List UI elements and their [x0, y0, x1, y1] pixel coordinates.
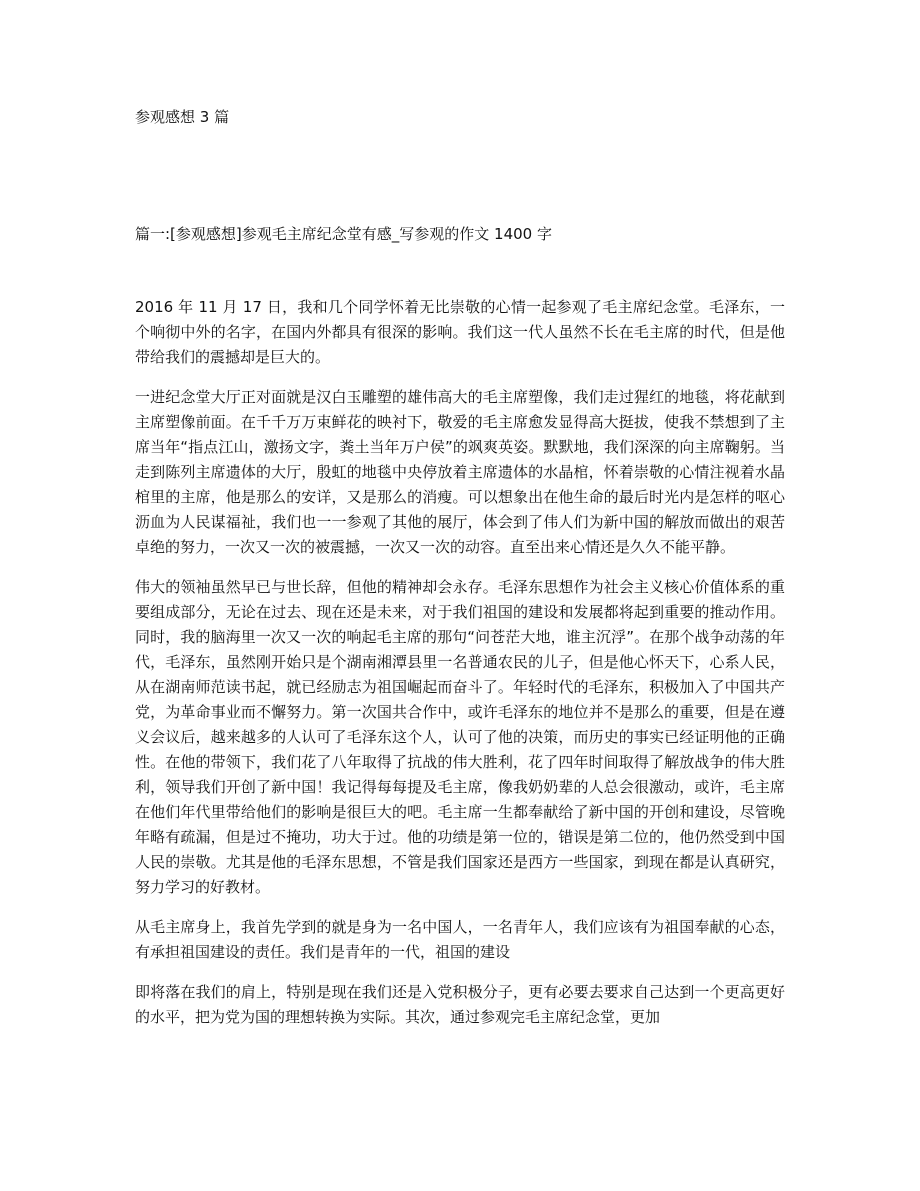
section-title: 篇一:[参观感想]参观毛主席纪念堂有感_写参观的作文 1400 字 — [135, 225, 552, 243]
paragraph-4: 从毛主席身上，我首先学到的就是身为一名中国人，一名青年人，我们应该有为祖国奉献的心态，有承担祖国建设的责任。我们是青年的一代，祖国的建设 — [135, 918, 785, 961]
paragraph-2: 一进纪念堂大厅正对面就是汉白玉雕塑的雄伟高大的毛主席塑像，我们走过猩红的地毯，将花献到主席塑像前面。在千千万万束鲜花的映衬下，敬爱的毛主席愈发显得高大挺拔，使我不禁想到了主席当年“指点江山，激扬文字，粪土当年万户侯”的飒爽英姿。默默地，我们深深的向主席鞠躬。当走到陈列主席遗体的大厅，殷虹的地毯中央停放着主席遗体的水晶棺，怀着崇敬的心情注视着水晶棺里的主席，他是那么的安详，又是那么的消瘦。可以想象出在他生命的最后时光内是怎样的呕心沥血为人民谋福祉，我们也一一参观了其他的展厅，体会到了伟人们为新中国的解放而做出的艰苦卓绝的努力，一次又一次的被震撼，一次又一次的动容。直至出来心情还是久久不能平静。 — [135, 388, 785, 556]
paragraph-3: 伟大的领袖虽然早已与世长辞，但他的精神却会永存。毛泽东思想作为社会主义核心价值体系的重要组成部分，无论在过去、现在还是未来，对于我们祖国的建设和发展都将起到重要的推动作用。同时，我的脑海里一次又一次的响起毛主席的那句“问苍茫大地，谁主沉浮”。在那个战争动荡的年代，毛泽东，虽然刚开始只是个湖南湘潭县里一名普通农民的儿子，但是他心怀天下，心系人民，从在湖南师范读书起，就已经励志为祖国崛起而奋斗了。年轻时代的毛泽东，积极加入了中国共产党，为革命事业而不懈努力。第一次国共合作中，或许毛泽东的地位并不是那么的重要，但是在遵义会议后，越来越多的人认可了毛泽东这个人，认可了他的决策，而历史的事实已经证明他的正确性。在他的带领下，我们花了八年取得了抗战的伟大胜利，花了四年时间取得了解放战争的伟大胜利，领导我们开创了新中国！我记得每每提及毛主席，像我奶奶辈的人总会很激动，或许，毛主席在他们年代里带给他们的影响是很巨大的吧。毛主席一生都奉献给了新中国的开创和建设，尽管晚年略有疏漏，但是过不掩功，功大于过。他的功绩是第一位的，错误是第二位的，他仍然受到中国人民的崇敬。尤其是他的毛泽东思想，不管是我们国家还是西方一些国家，到现在都是认真研究，努力学习的好教材。 — [135, 578, 785, 896]
document-title: 参观感想 3 篇 — [135, 108, 230, 126]
paragraph-5: 即将落在我们的肩上，特别是现在我们还是入党积极分子，更有必要去要求自己达到一个更高更好的水平，把为党为国的理想转换为实际。其次，通过参观完毛主席纪念堂，更加 — [135, 983, 785, 1026]
paragraph-1: 2016 年 11 月 17 日，我和几个同学怀着无比崇敬的心情一起参观了毛主席纪念堂。毛泽东，一个响彻中外的名字，在国内外都具有很深的影响。我们这一代人虽然不长在毛主席的时代，但是他带给我们的震撼却是巨大的。 — [135, 298, 785, 366]
article-body — [135, 295, 785, 1045]
